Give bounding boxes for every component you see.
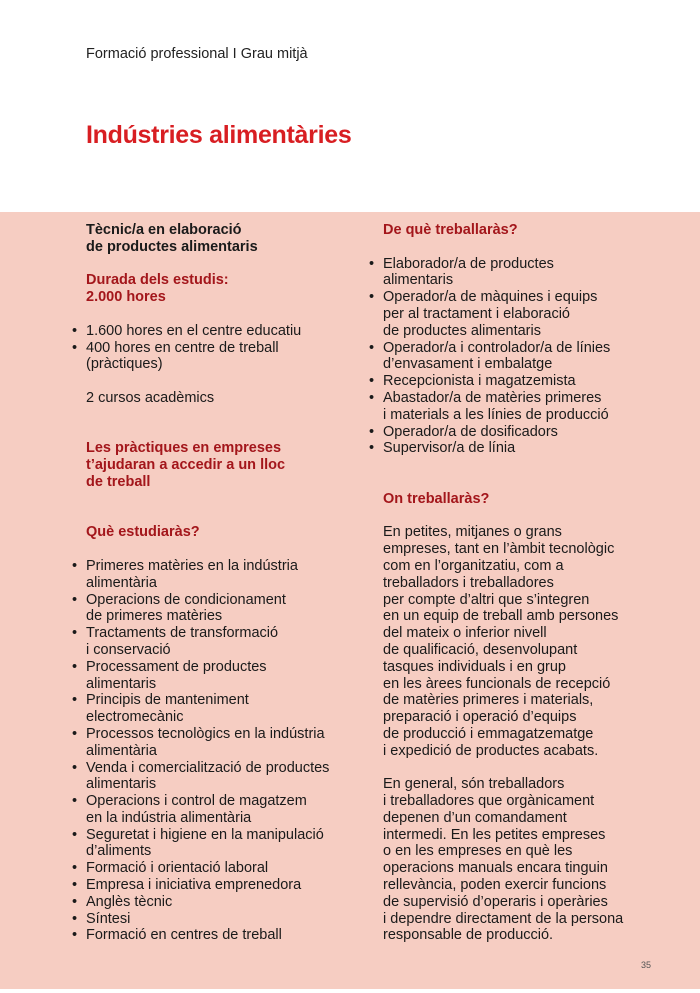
bottom-divider [0,989,700,993]
list-item-line: • Principis de manteniment [86,692,249,709]
practice-heading [86,440,366,490]
program-title-line: Tècnic/a en elaboració [86,222,242,238]
list-item-line: • Seguretat i higiene en la manipulació [86,826,324,843]
list-item [383,424,663,441]
duration-heading [86,272,366,306]
study-heading: Què estudiaràs? [86,524,200,541]
list-item [86,927,366,944]
paragraph-line: tasques individuals i en grup [383,658,566,675]
list-item-line: i materials a les línies de producció [383,406,609,423]
paragraph-line: treballadors i treballadores [383,574,554,591]
list-item [86,793,366,827]
list-item-line: • Anglès tècnic [86,893,173,910]
list-item [86,625,366,659]
paragraph-line: i expedició de productes acabats. [383,742,599,759]
list-item-line: • Operador/a de màquines i equips [383,289,598,306]
list-item-line: • Processos tecnològics en la indústria [86,725,325,742]
courses-text: 2 cursos acadèmics [86,389,215,406]
list-item-line: de productes alimentaris [383,322,541,339]
list-item-line: • Formació en centres de treball [86,927,282,944]
list-item-line: • Abastador/a de matèries primeres [383,389,602,406]
page-title: Indústries alimentàries [86,121,352,149]
page-number: 35 [641,960,652,970]
right-column [383,222,663,944]
work-list [383,256,663,458]
paragraph-line: en un equip de treball amb persones [383,608,619,625]
program-title [86,222,366,256]
list-item [86,558,366,592]
practice-heading-line: Les pràctiques en empreses [86,440,282,457]
list-item [86,726,366,760]
paragraph-line: de matèries primeres i materials, [383,692,594,709]
page-header-area [0,0,700,212]
list-item [86,659,366,693]
list-item-line: • Processament de productes [86,658,267,675]
list-item [86,894,366,911]
list-item-line: • Elaborador/a de productes [383,255,554,272]
paragraph-line: intermedi. En les petites empreses [383,826,606,843]
list-item [383,373,663,390]
section-kicker: Formació professional I Grau mitjà [86,46,308,62]
list-item-line: • Venda i comercialització de productes [86,759,330,776]
practice-heading-line: t’ajudaran a accedir a un lloc [86,457,286,474]
list-item-line: alimentària [86,742,157,759]
paragraph-line: com en l’organitzatiu, com a [383,557,564,574]
list-item-line: • Operador/a i controlador/a de línies [383,339,611,356]
paragraph-line: rellevància, poden exercir funcions [383,877,607,894]
list-item-line: • Operacions i control de magatzem [86,793,307,810]
paragraph-line: preparació i operació d’equips [383,709,577,726]
list-item-line: • Operacions de condicionament [86,591,286,608]
list-item-line: d’envasament i embalatge [383,356,553,373]
list-item-line: de primeres matèries [86,608,223,625]
duration-heading-line: 2.000 hores [86,289,166,306]
list-item [86,323,366,340]
list-item-line: • Recepcionista i magatzemista [383,373,576,390]
paragraph-line: per compte d’altri que s’integren [383,591,590,608]
list-item [383,289,663,339]
list-item-line: alimentaris [86,675,157,692]
list-item-line: • Supervisor/a de línia [383,440,516,457]
paragraph-line: del mateix o inferior nivell [383,625,547,642]
duration-list [86,323,366,373]
paragraph-line: i treballadores que orgànicament [383,793,595,810]
list-item-line: • Primeres matèries en la indústria [86,557,298,574]
paragraph-line: de supervisió d’operaris i operàries [383,893,608,910]
paragraph-line: En general, són treballadors [383,776,565,793]
list-item-line: • Tractaments de transformació [86,625,279,642]
list-item [86,592,366,626]
paragraph-line: en les àrees funcionals de recepció [383,675,611,692]
list-item-line: d’aliments [86,843,152,860]
left-column [86,222,366,944]
paragraph-line: responsable de producció. [383,927,554,944]
paragraph-line: de qualificació, desenvolupant [383,641,578,658]
list-item [86,827,366,861]
where-paragraph-1 [383,524,663,759]
list-item [86,760,366,794]
list-item-line: • 400 hores en centre de treball [86,339,279,356]
where-heading: On treballaràs? [383,490,490,507]
work-heading: De què treballaràs? [383,222,518,238]
list-item [383,340,663,374]
paragraph-line: de producció i emmagatzematge [383,725,594,742]
list-item-line: • 1.600 hores en el centre educatiu [86,322,302,339]
paragraph-line: empreses, tant en l’àmbit tecnològic [383,541,615,558]
list-item-line: per al tractament i elaboració [383,305,570,322]
list-item [383,256,663,290]
list-item [86,692,366,726]
study-list [86,558,366,944]
list-item-line: electromecànic [86,709,184,726]
list-item [86,860,366,877]
list-item-line: • Operador/a de dosificadors [383,423,558,440]
list-item-line: alimentària [86,574,157,591]
list-item-line: • Formació i orientació laboral [86,860,269,877]
list-item-line: alimentaris [383,272,454,289]
list-item [86,911,366,928]
paragraph-line: En petites, mitjanes o grans [383,524,562,541]
paragraph-line: i dependre directament de la persona [383,910,624,927]
list-item [383,390,663,424]
practice-heading-line: de treball [86,473,151,490]
list-item-line: • Síntesi [86,910,131,927]
list-item-line: i conservació [86,641,171,658]
list-item-line: (pràctiques) [86,356,163,373]
paragraph-line: o en les empreses en què les [383,843,573,860]
list-item-line: alimentaris [86,776,157,793]
list-item [86,877,366,894]
list-item-line: en la indústria alimentària [86,809,252,826]
where-paragraph-2 [383,776,663,944]
list-item-line: • Empresa i iniciativa emprenedora [86,877,302,894]
paragraph-line: operacions manuals encara tinguin [383,860,608,877]
list-item [383,440,663,457]
list-item [86,340,366,374]
duration-heading-line: Durada dels estudis: [86,272,229,289]
paragraph-line: depenen d’un comandament [383,809,567,826]
program-title-line: de productes alimentaris [86,238,258,255]
